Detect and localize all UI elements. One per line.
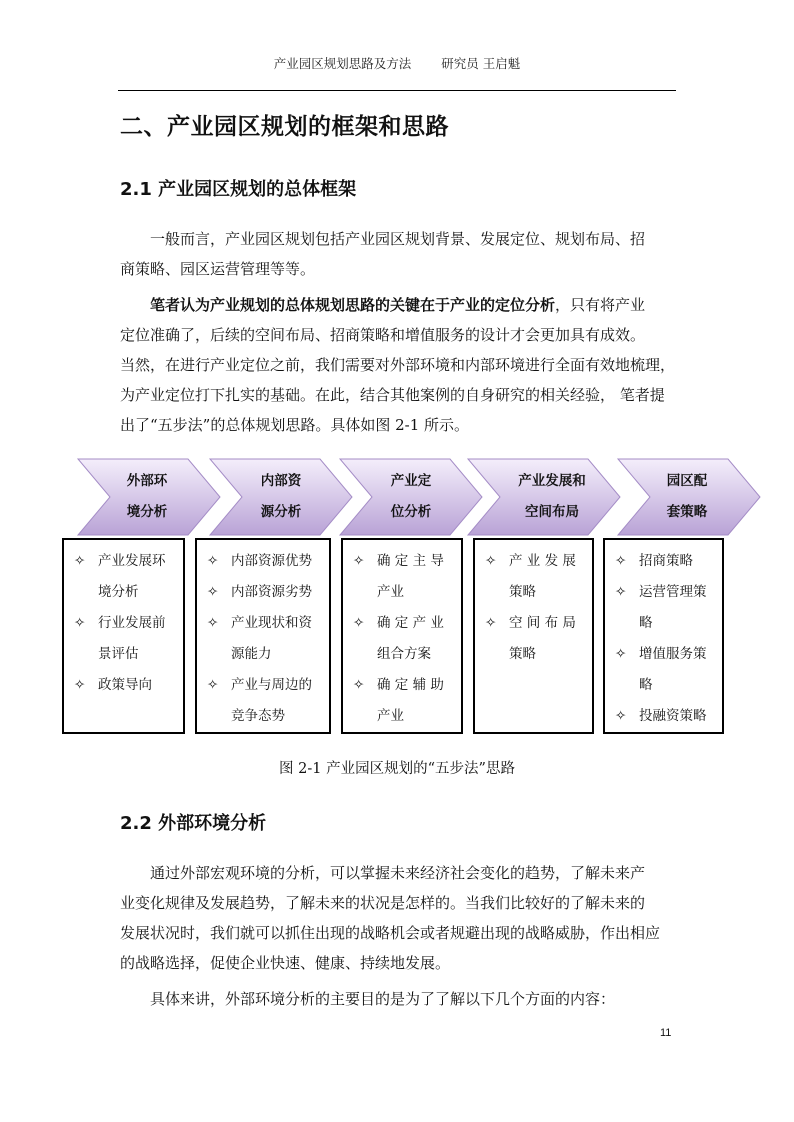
item-line: 确 定 辅 助 (377, 677, 444, 693)
text-line: 定位准确了，后续的空间布局、招商策略和增值服务的设计才会更加具有成效。 (120, 326, 646, 344)
item-line: 空 间 布 局 (509, 615, 576, 631)
list-item (611, 701, 718, 732)
text-line: 出了“五步法”的总体规划思路。具体如图 2-1 所示。 (120, 416, 470, 434)
step-label-5 (642, 466, 732, 528)
item-line: 产业 (377, 584, 404, 600)
bullet-diamond-icon: ✧ (615, 553, 627, 569)
item-line: 景评估 (98, 646, 139, 662)
bullet-diamond-icon: ✧ (74, 615, 86, 631)
step-box-5 (603, 538, 724, 734)
item-line: 策略 (509, 584, 536, 600)
text-line: 商策略、园区运营管理等等。 (120, 260, 316, 278)
item-line: 增值服务策 (639, 646, 707, 662)
item-line: 招商策略 (639, 553, 693, 569)
bullet-diamond-icon: ✧ (485, 615, 497, 631)
item-line: 组合方案 (377, 646, 431, 662)
bullet-diamond-icon: ✧ (207, 615, 219, 631)
text-line: 发展状况时，我们就可以抓住出现的战略机会或者规避出现的战略威胁，作出相应 (120, 924, 661, 942)
bullet-diamond-icon: ✧ (207, 553, 219, 569)
step-label-1 (102, 466, 192, 528)
section-title: 二、产业园区规划的框架和思路 (120, 114, 449, 140)
list-item (70, 670, 179, 701)
text-line (120, 984, 680, 1014)
step-label-4 (504, 466, 600, 528)
item-line: 产业发展环 (98, 553, 166, 569)
paragraph-2-2-2 (120, 984, 680, 1014)
paragraph-2-1-2 (120, 290, 680, 440)
item-line: 策略 (509, 646, 536, 662)
item-line: 源能力 (231, 646, 272, 662)
bullet-diamond-icon: ✧ (353, 677, 365, 693)
bullet-diamond-icon: ✧ (485, 553, 497, 569)
text-line: 业变化规律及发展趋势，了解未来的状况是怎样的。当我们比较好的了解未来的 (120, 894, 646, 912)
text-line: 为产业定位打下扎实的基础。在此，结合其他案例的自身研究的相关经验， 笔者提 (120, 386, 665, 404)
list-item (611, 639, 718, 701)
step-label-line: 境分析 (126, 504, 168, 520)
item-line: 产业现状和资 (231, 615, 312, 631)
bullet-diamond-icon: ✧ (615, 584, 627, 600)
step-label-3 (366, 466, 456, 528)
list-item (70, 608, 179, 670)
step-box-1 (62, 538, 185, 734)
bullet-diamond-icon: ✧ (615, 708, 627, 724)
list-item (203, 608, 325, 670)
text-line (120, 224, 680, 254)
step-label-line: 套策略 (666, 504, 708, 520)
running-header (118, 54, 676, 72)
text-span: ，只有将产业 (555, 296, 646, 314)
step-box-3 (341, 538, 463, 734)
text-line: 的战略选择，促使企业快速、健康、持续地发展。 (120, 954, 451, 972)
step-label-line: 内部资 (260, 473, 302, 489)
header-author: 研究员 王启魁 (441, 56, 521, 71)
item-line: 略 (639, 615, 653, 631)
step-label-2 (236, 466, 326, 528)
list-item (481, 608, 588, 670)
list-item (203, 546, 325, 577)
heading-2-1: 2.1 产业园区规划的总体框架 (120, 179, 357, 200)
paragraph-2-1-1 (120, 224, 680, 284)
list-item (611, 546, 718, 577)
bold-thesis: 笔者认为产业规划的总体规划思路的关键在于产业的定位分析 (150, 296, 556, 314)
step-label-line: 外部环 (126, 473, 168, 489)
item-line: 政策导向 (98, 677, 152, 693)
text-span: 通过外部宏观环境的分析，可以掌握未来经济社会变化的趋势，了解未来产 (150, 864, 646, 882)
list-item (481, 546, 588, 608)
list-item (203, 577, 325, 608)
item-line: 境分析 (98, 584, 139, 600)
bullet-diamond-icon: ✧ (615, 646, 627, 662)
list-item (349, 670, 457, 732)
list-item (611, 577, 718, 639)
item-line: 内部资源优势 (231, 553, 312, 569)
heading-2-2: 2.2 外部环境分析 (120, 813, 267, 834)
text-span: 具体来讲，外部环境分析的主要目的是为了了解以下几个方面的内容： (150, 990, 616, 1008)
item-line: 确 定 产 业 (377, 615, 444, 631)
text-line: 当然，在进行产业定位之前，我们需要对外部环境和内部环境进行全面有效地梳理， (120, 356, 676, 374)
bullet-diamond-icon: ✧ (74, 677, 86, 693)
bullet-diamond-icon: ✧ (353, 615, 365, 631)
step-label-line: 源分析 (260, 504, 302, 520)
text-line (120, 858, 680, 888)
list-item (203, 670, 325, 732)
item-line: 产业与周边的 (231, 677, 312, 693)
item-line: 内部资源劣势 (231, 584, 312, 600)
paragraph-2-2-1 (120, 858, 680, 978)
step-label-line: 产业定 (390, 473, 432, 489)
item-line: 投融资策略 (639, 708, 707, 724)
bullet-diamond-icon: ✧ (207, 677, 219, 693)
bullet-diamond-icon: ✧ (74, 553, 86, 569)
step-box-4 (473, 538, 594, 734)
list-item (70, 546, 179, 608)
step-label-line: 空间布局 (525, 504, 579, 520)
item-line: 竞争态势 (231, 708, 285, 724)
step-label-line: 园区配 (666, 473, 708, 489)
text-span: 一般而言，产业园区规划包括产业园区规划背景、发展定位、规划布局、招 (150, 230, 646, 248)
item-line: 确 定 主 导 (377, 553, 444, 569)
page-number: 11 (660, 1027, 672, 1039)
text-line (120, 290, 680, 320)
header-rule (118, 90, 676, 91)
step-label-line: 产业发展和 (518, 473, 586, 489)
header-doc-title: 产业园区规划思路及方法 (273, 56, 412, 71)
list-item (349, 546, 457, 608)
step-label-line: 位分析 (390, 504, 432, 520)
item-line: 产业 (377, 708, 404, 724)
item-line: 运营管理策 (639, 584, 707, 600)
figure-caption: 图 2-1 产业园区规划的“五步法”思路 (279, 761, 515, 777)
item-line: 略 (639, 677, 653, 693)
item-line: 产 业 发 展 (509, 553, 576, 569)
step-box-2 (195, 538, 331, 734)
bullet-diamond-icon: ✧ (353, 553, 365, 569)
item-line: 行业发展前 (98, 615, 166, 631)
list-item (349, 608, 457, 670)
bullet-diamond-icon: ✧ (207, 584, 219, 600)
